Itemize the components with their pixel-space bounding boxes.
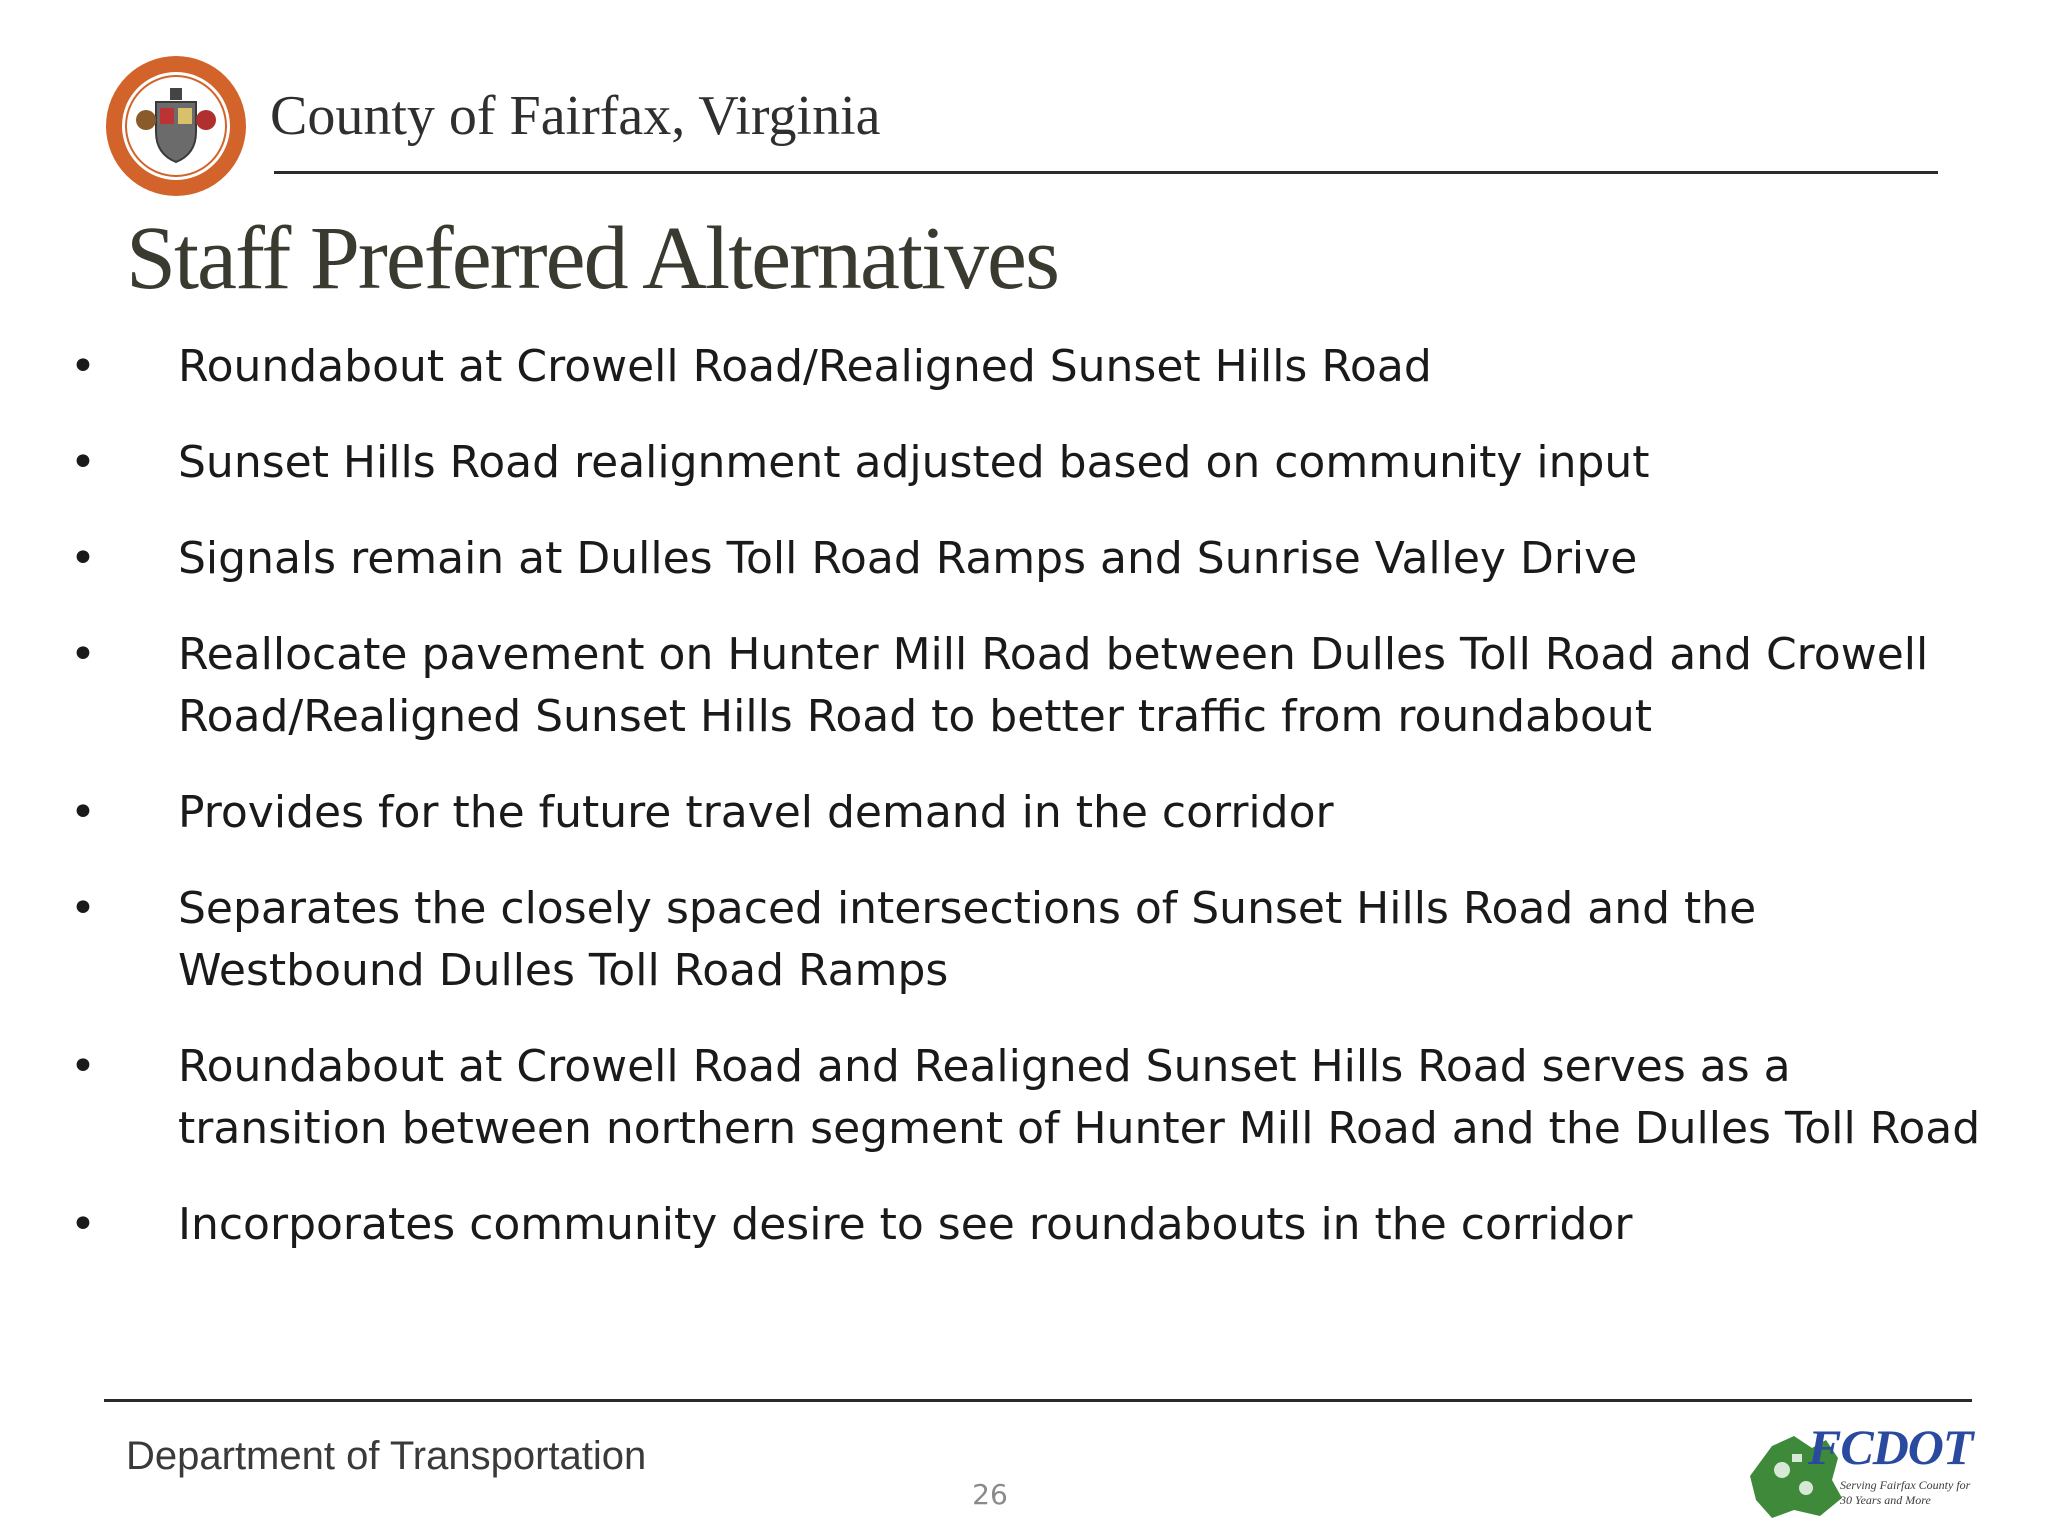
bullet-list — [0, 336, 2048, 1290]
footer-divider — [104, 1399, 1972, 1402]
page-number: 26 — [972, 1478, 1008, 1511]
bullet-marker: • — [70, 437, 96, 488]
bullet-item — [0, 624, 2048, 748]
bullet-item — [0, 878, 2048, 1002]
bullet-text: Reallocate pavement on Hunter Mill Road between Dulles Toll Road and Crowell Road/Realigned Sunset Hills Road to better traffic from roundabout — [178, 629, 1929, 742]
county-seal-icon — [104, 54, 248, 198]
bullet-item — [0, 782, 2048, 844]
bullet-text: Incorporates community desire to see roundabouts in the corridor — [178, 1199, 1633, 1250]
slide-title: Staff Preferred Alternatives — [126, 209, 1058, 308]
bullet-item — [0, 432, 2048, 494]
fcdot-logo-tagline: Serving Fairfax County for 30 Years and More — [1840, 1478, 1971, 1507]
bullet-text: Provides for the future travel demand in the corridor — [178, 787, 1334, 838]
bullet-text: Sunset Hills Road realignment adjusted based on community input — [178, 437, 1650, 488]
bullet-marker: • — [70, 787, 96, 838]
bullet-marker: • — [70, 629, 96, 680]
bullet-text: Separates the closely spaced intersections of Sunset Hills Road and the Westbound Dulles Toll Road Ramps — [178, 883, 1757, 996]
organization-name: County of Fairfax, Virginia — [270, 85, 881, 147]
department-name: Department of Transportation — [126, 1434, 647, 1478]
bullet-marker: • — [70, 533, 96, 584]
bullet-text: Roundabout at Crowell Road and Realigned Sunset Hills Road serves as a transition between northern segment of Hunter Mill Road and the Dulles Toll Road — [178, 1041, 1981, 1154]
bullet-item — [0, 1036, 2048, 1160]
bullet-item — [0, 1194, 2048, 1256]
bullet-marker: • — [70, 883, 96, 934]
header-divider — [274, 171, 1938, 174]
bullet-text: Signals remain at Dulles Toll Road Ramps and Sunrise Valley Drive — [178, 533, 1638, 584]
bullet-marker: • — [70, 1041, 96, 1092]
bullet-text: Roundabout at Crowell Road/Realigned Sunset Hills Road — [178, 341, 1432, 392]
bullet-marker: • — [70, 341, 96, 392]
bullet-marker: • — [70, 1199, 96, 1250]
bullet-item — [0, 336, 2048, 398]
bullet-item — [0, 528, 2048, 590]
fcdot-logo-text: FCDOT — [1808, 1419, 1973, 1475]
